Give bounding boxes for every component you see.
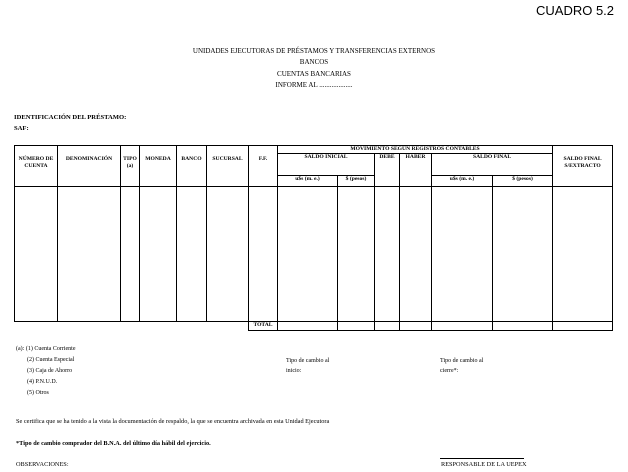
col-tipo: TIPO (a) <box>121 146 140 187</box>
cuentas-table <box>14 145 613 331</box>
col-saldo-final-usd: u$s (m. e.) <box>432 176 493 187</box>
responsable-label: RESPONSABLE DE LA UEPEX <box>441 461 527 468</box>
col-denominacion: DENOMINACIÓN <box>58 146 121 187</box>
title-line-2: BANCOS <box>299 58 329 66</box>
footnote-text: *Tipo de cambio comprador del B.N.A. del último día hábil del ejercicio. <box>16 440 211 447</box>
col-saldo-final-extracto: SALDO FINAL S/EXTRACTO <box>553 146 613 187</box>
total-row <box>15 322 613 331</box>
note-5: (5) Otros <box>27 390 49 396</box>
col-debe: DEBE <box>375 154 400 187</box>
note-4: (4) P.N.U.D. <box>27 379 58 385</box>
col-movimiento: MOVIMIENTO SEGÚN REGISTROS CONTABLES <box>278 146 553 154</box>
figure-label: CUADRO 5.2 <box>536 3 615 18</box>
table-body-row <box>15 187 613 322</box>
col-saldo-final: SALDO FINAL <box>432 154 553 176</box>
tipo-cambio-inicio: Tipo de cambio al inicio: <box>286 358 330 374</box>
total-label: TOTAL <box>249 322 278 331</box>
title-line-1: UNIDADES EJECUTORAS DE PRÉSTAMOS Y TRANSFERENCIAS EXTERNOS <box>192 47 436 55</box>
tipo-notes <box>16 344 75 399</box>
signature-line <box>440 458 524 459</box>
note-3: (3) Caja de Ahorro <box>27 368 73 374</box>
col-numero-cuenta: NÚMERO DE CUENTA <box>15 146 58 187</box>
col-haber: HABER <box>400 154 432 187</box>
col-moneda: MONEDA <box>140 146 177 187</box>
tipo-cambio-cierre: Tipo de cambio al cierre*: <box>440 358 484 374</box>
saf-label: SAF: <box>14 125 29 132</box>
col-saldo-inicial-pesos: $ (pesos) <box>338 176 375 187</box>
note-2: (2) Cuenta Especial <box>27 357 75 363</box>
identificacion-label: IDENTIFICACIÓN DEL PRÉSTAMO: <box>14 114 127 121</box>
note-1: (a): (1) Cuenta Corriente <box>16 346 76 352</box>
title-line-3: CUENTAS BANCARIAS <box>277 70 351 78</box>
certifica-text: Se certifica que se ha tenido a la vista la documentación de respaldo, la que se encuentra archivada en esta Unidad Ejecutora <box>16 418 330 425</box>
title-line-4: INFORME AL ................... <box>275 81 353 89</box>
col-saldo-inicial: SALDO INICIAL <box>278 154 375 176</box>
col-banco: BANCO <box>177 146 207 187</box>
col-sucursal: SUCURSAL <box>207 146 249 187</box>
col-saldo-final-pesos: $ (pesos) <box>493 176 553 187</box>
col-ff: F.F. <box>249 146 278 187</box>
observaciones-label: OBSERVACIONES: <box>16 461 69 468</box>
col-saldo-inicial-usd: u$s (m. e.) <box>278 176 338 187</box>
